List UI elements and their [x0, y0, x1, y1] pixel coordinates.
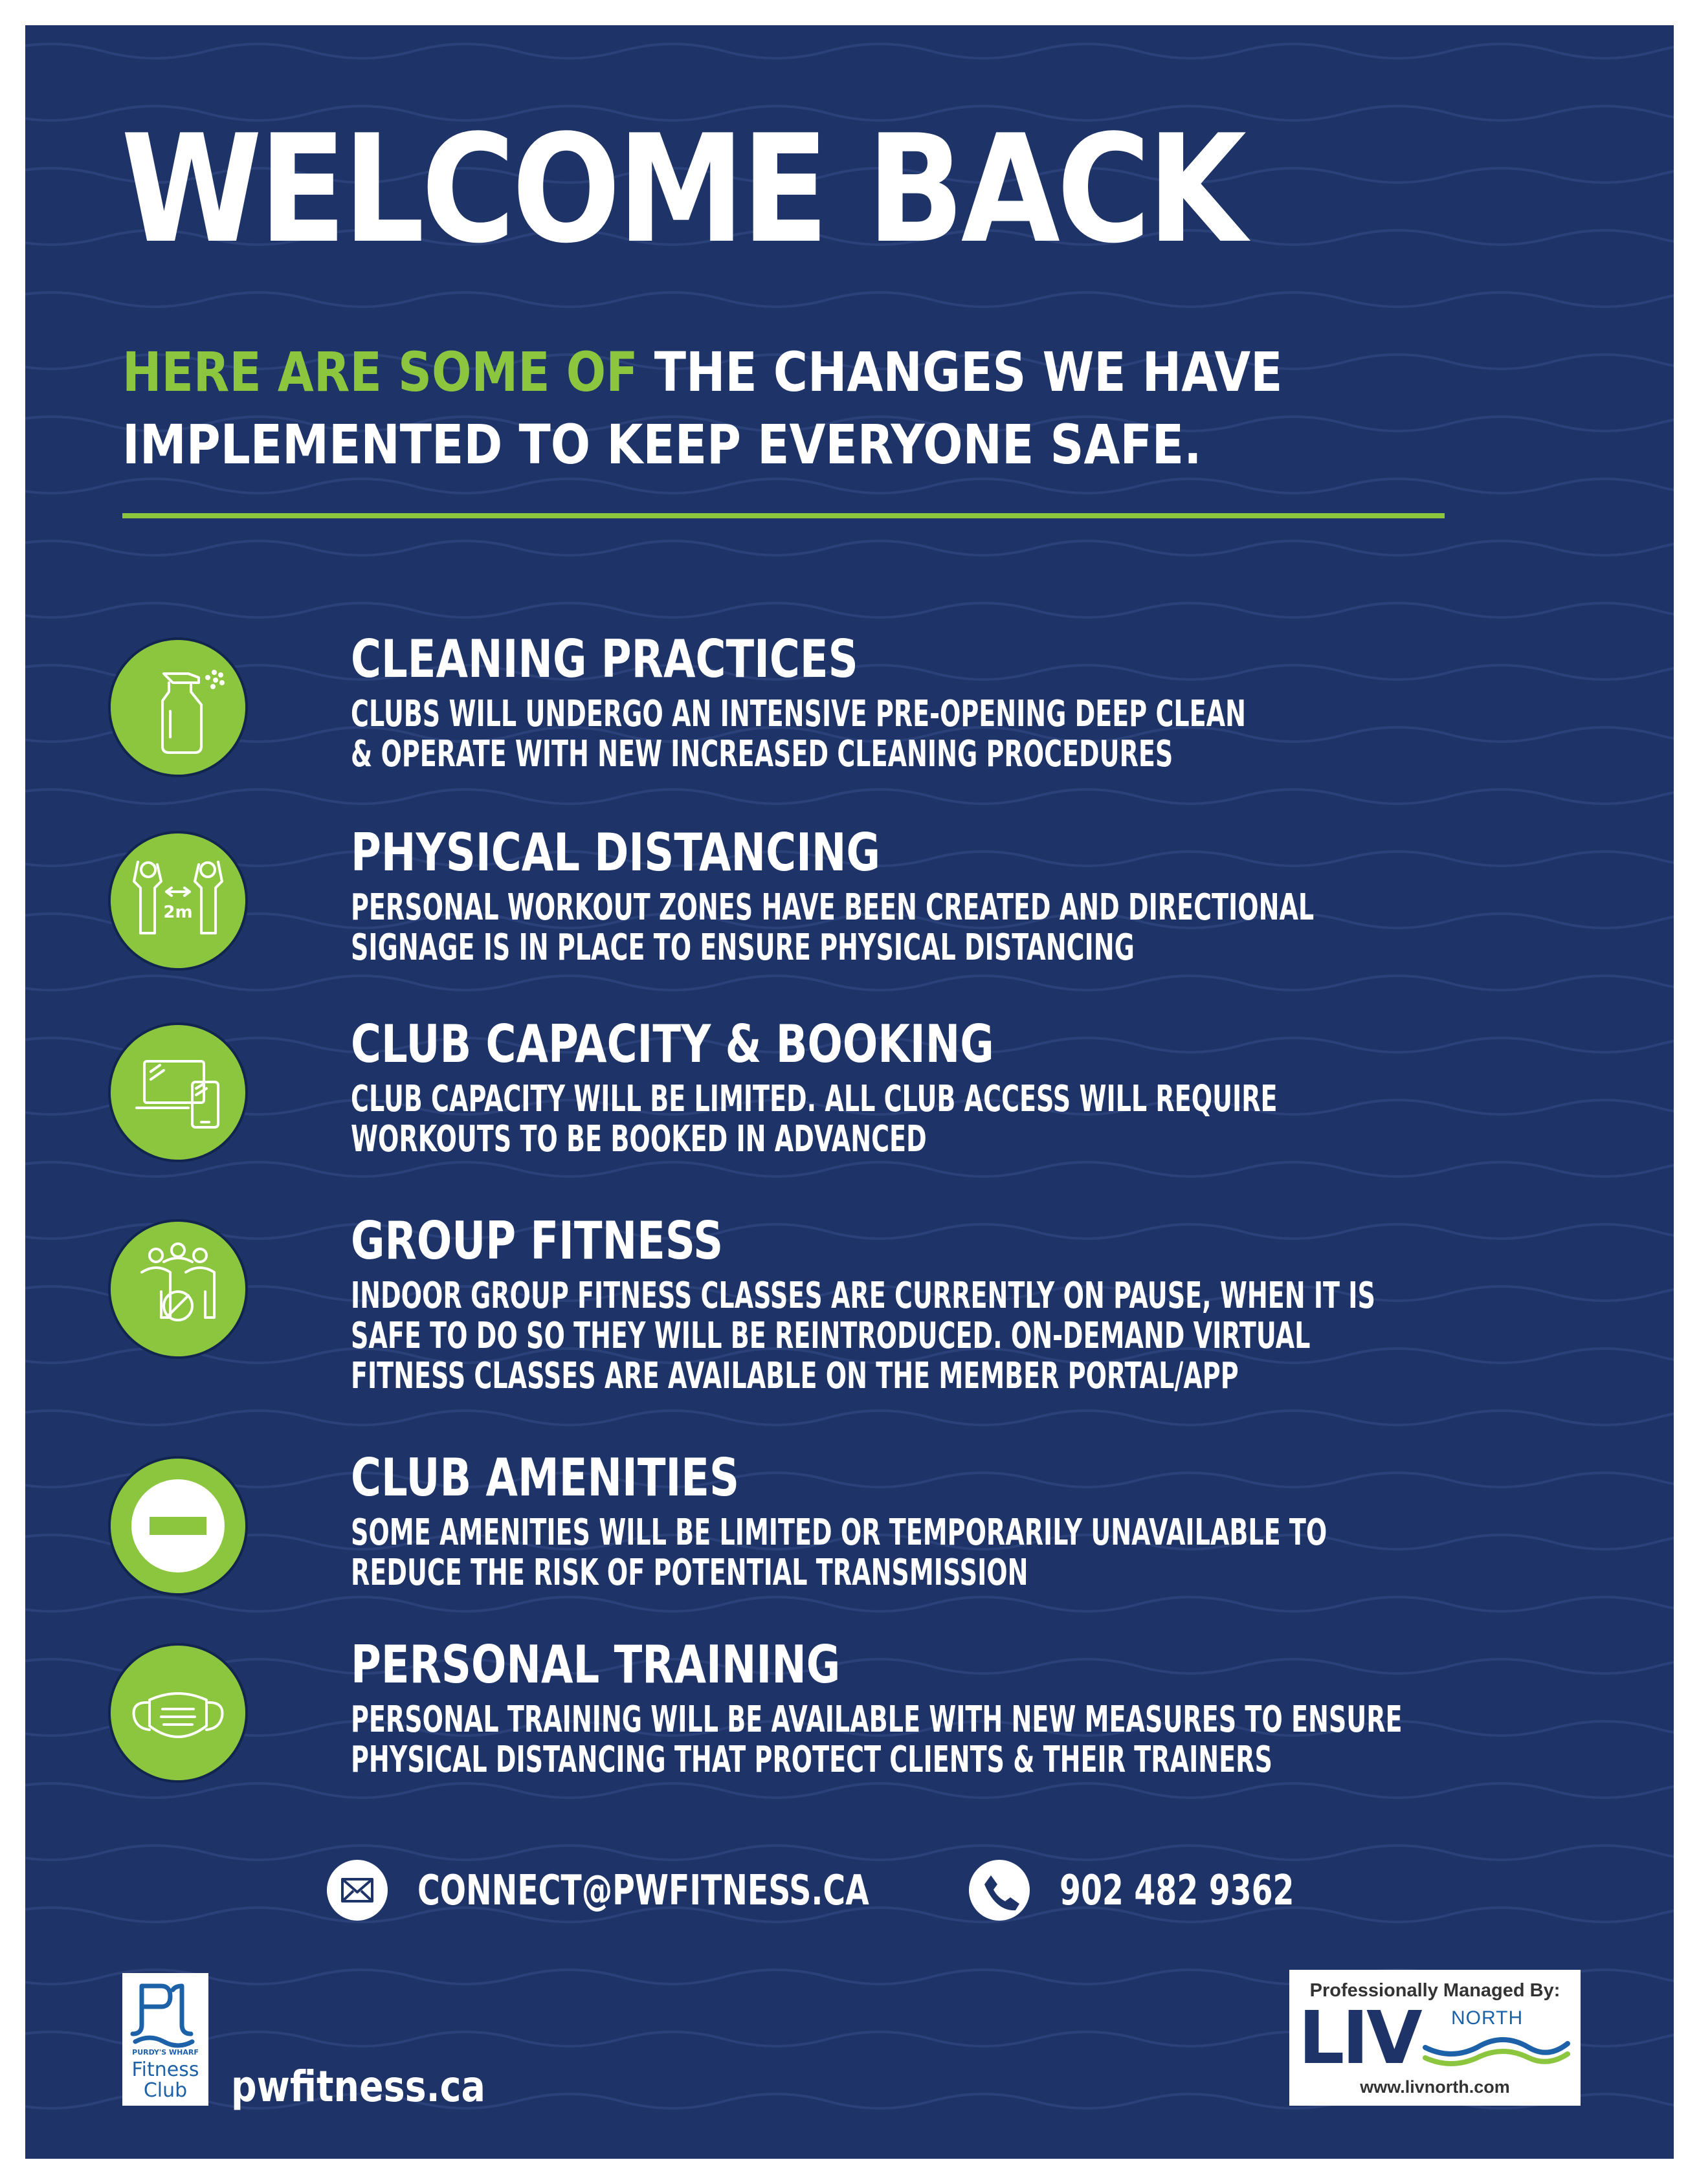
item-body — [351, 888, 1314, 968]
item-body — [351, 1513, 1327, 1593]
item-body — [351, 1079, 1278, 1160]
item-title: PERSONAL TRAINING — [351, 1635, 841, 1695]
liv-north-logo — [1289, 1970, 1581, 2106]
item-body-line: SOME AMENITIES WILL BE LIMITED OR TEMPORARILY UNAVAILABLE TO — [351, 1512, 1327, 1554]
item-title: GROUP FITNESS — [351, 1211, 724, 1271]
phone-icon — [969, 1860, 1030, 1921]
item-title: CLUB CAPACITY & BOOKING — [351, 1014, 994, 1074]
item-body-line: PERSONAL WORKOUT ZONES HAVE BEEN CREATED AND DIRECTIONAL — [351, 887, 1315, 929]
item-body-line: & OPERATE WITH NEW INCREASED CLEANING PROCEDURES — [351, 733, 1173, 775]
distance-label: 2m — [163, 903, 193, 922]
club-logo-name — [122, 2060, 208, 2101]
liv-wordmark: LIV — [1298, 1996, 1420, 2080]
email-link[interactable]: CONNECT@PWFITNESS.CA — [417, 1867, 869, 1915]
subtitle — [122, 336, 1282, 481]
item-title: CLEANING PRACTICES — [351, 629, 858, 689]
club-logo — [122, 1973, 208, 2106]
item-body-line: PERSONAL TRAINING WILL BE AVAILABLE WITH NEW MEASURES TO ENSURE — [351, 1699, 1403, 1741]
distancing-icon — [108, 831, 248, 971]
page-title: WELCOME BACK — [121, 104, 1243, 276]
item-body — [351, 1276, 1375, 1396]
phone-number[interactable]: 902 482 9362 — [1060, 1867, 1294, 1915]
divider — [122, 513, 1445, 518]
item-body-line: PHYSICAL DISTANCING THAT PROTECT CLIENTS & THEIR TRAINERS — [351, 1739, 1272, 1781]
subtitle-accent: HERE ARE SOME OF — [122, 340, 638, 404]
liv-url[interactable]: www.livnorth.com — [1360, 2077, 1510, 2097]
club-logo-small: PURDY'S WHARF — [132, 2048, 199, 2057]
item-body-line: CLUBS WILL UNDERGO AN INTENSIVE PRE-OPENING DEEP CLEAN — [351, 693, 1247, 735]
item-body-line: INDOOR GROUP FITNESS CLASSES ARE CURRENTLY ON PAUSE, WHEN IT IS — [351, 1275, 1375, 1317]
managed-by-label: Professionally Managed By: — [1309, 1980, 1560, 2001]
item-body-line: SAFE TO DO SO THEY WILL BE REINTRODUCED. ON-DEMAND VIRTUAL — [351, 1315, 1311, 1357]
item-body-line: REDUCE THE RISK OF POTENTIAL TRANSMISSION — [351, 1552, 1028, 1594]
item-body — [351, 1700, 1403, 1780]
item-body-line: CLUB CAPACITY WILL BE LIMITED. ALL CLUB ACCESS WILL REQUIRE — [351, 1078, 1278, 1120]
subtitle-line2: IMPLEMENTED TO KEEP EVERYONE SAFE. — [122, 413, 1202, 476]
email-icon — [327, 1860, 388, 1921]
item-title: PHYSICAL DISTANCING — [351, 822, 880, 883]
club-logo-line: Fitness — [131, 2058, 199, 2081]
liv-north-wordmark: NORTH — [1451, 2007, 1524, 2029]
face-mask-icon — [108, 1643, 248, 1783]
website-link[interactable]: pwfitness.ca — [231, 2062, 485, 2112]
no-group-icon — [108, 1219, 248, 1359]
item-title: CLUB AMENITIES — [351, 1448, 740, 1508]
spray-bottle-icon — [108, 637, 248, 777]
item-body-line: WORKOUTS TO BE BOOKED IN ADVANCED — [351, 1118, 927, 1160]
devices-icon — [108, 1022, 248, 1162]
item-body-line: SIGNAGE IS IN PLACE TO ENSURE PHYSICAL DISTANCING — [351, 927, 1135, 969]
subtitle-line1: THE CHANGES WE HAVE — [638, 340, 1283, 404]
poster — [25, 25, 1674, 2159]
item-body-line: FITNESS CLASSES ARE AVAILABLE ON THE MEMBER PORTAL/APP — [351, 1355, 1239, 1397]
club-logo-line: Club — [143, 2079, 188, 2102]
no-entry-icon — [108, 1456, 248, 1596]
item-body — [351, 694, 1246, 775]
